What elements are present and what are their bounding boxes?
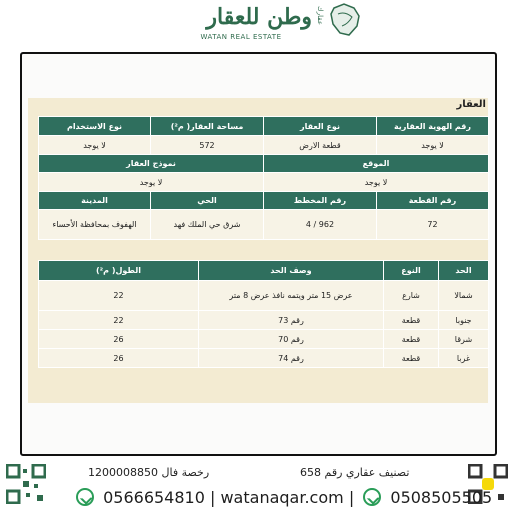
website-link[interactable]: watanaqar.com bbox=[220, 488, 344, 507]
header-cell: رقم القطعة bbox=[377, 192, 489, 210]
header-cell: نموذج العقار bbox=[39, 155, 264, 173]
property-info-table bbox=[38, 116, 489, 240]
footer bbox=[0, 458, 517, 518]
value-cell: رقم 73 bbox=[199, 311, 384, 330]
section-title: العقار bbox=[456, 99, 486, 110]
phone-link[interactable]: 0508505505 bbox=[390, 488, 493, 507]
table-row bbox=[39, 192, 489, 210]
value-cell: 962 / 4 bbox=[264, 210, 377, 240]
phone-link[interactable]: 0566654810 bbox=[103, 488, 205, 507]
table-row bbox=[39, 330, 489, 349]
table-row bbox=[39, 117, 489, 136]
brand-name-ar: وطن للعقار bbox=[206, 4, 312, 30]
value-cell: رقم 70 bbox=[199, 330, 384, 349]
header-cell: رقم المخطط bbox=[264, 192, 377, 210]
header-cell: رقم الهوية العقارية bbox=[377, 117, 489, 136]
license-text: رخصة فال 1200008850 bbox=[88, 466, 210, 479]
value-cell: قطعة الارض bbox=[264, 136, 377, 155]
value-cell: شرقا bbox=[439, 330, 489, 349]
header-cell: نوع الاستخدام bbox=[39, 117, 151, 136]
value-cell: لا يوجد bbox=[377, 136, 489, 155]
value-cell: 22 bbox=[39, 281, 199, 311]
value-cell: شارع bbox=[384, 281, 439, 311]
value-cell: لا يوجد bbox=[39, 173, 264, 192]
header-cell: الموقع bbox=[264, 155, 489, 173]
value-cell: شرق حي الملك فهد bbox=[151, 210, 264, 240]
boundaries-table bbox=[38, 260, 489, 368]
brand-name-en: WATAN REAL ESTATE bbox=[200, 33, 282, 41]
table-row bbox=[39, 311, 489, 330]
value-cell: 72 bbox=[377, 210, 489, 240]
value-cell: قطعة bbox=[384, 330, 439, 349]
value-cell: رقم 74 bbox=[199, 349, 384, 368]
header-cell: مساحة العقار( م²) bbox=[151, 117, 264, 136]
value-cell: جنوبا bbox=[439, 311, 489, 330]
classification-text: تصنيف عقاري رقم 658 bbox=[300, 466, 410, 479]
value-cell: شمالا bbox=[439, 281, 489, 311]
table-row bbox=[39, 281, 489, 311]
header-cell: وصف الحد bbox=[199, 261, 384, 281]
table-row bbox=[39, 136, 489, 155]
value-cell: 26 bbox=[39, 330, 199, 349]
value-cell: 22 bbox=[39, 311, 199, 330]
header-cell: النوع bbox=[384, 261, 439, 281]
header-cell: المدينة bbox=[39, 192, 151, 210]
value-cell: لا يوجد bbox=[39, 136, 151, 155]
value-cell: لا يوجد bbox=[264, 173, 489, 192]
value-cell: عرض 15 متر ويتمه نافذ عرض 8 متر bbox=[199, 281, 384, 311]
value-cell: 572 bbox=[151, 136, 264, 155]
value-cell: الهفوف بمحافظة الأحساء bbox=[39, 210, 151, 240]
table-row bbox=[39, 261, 489, 281]
header-cell: الطول( م²) bbox=[39, 261, 199, 281]
whatsapp-icon bbox=[76, 488, 94, 506]
saudi-map-icon bbox=[328, 2, 362, 38]
value-cell: غربا bbox=[439, 349, 489, 368]
brand-logo bbox=[168, 0, 358, 50]
value-cell: 26 bbox=[39, 349, 199, 368]
contact-line: 0566654810 | watanaqar.com | 0508505505 bbox=[72, 488, 452, 507]
header-cell: الحد bbox=[439, 261, 489, 281]
table-row bbox=[39, 210, 489, 240]
table-row bbox=[39, 173, 489, 192]
brand-side-text: عقارك bbox=[316, 6, 324, 26]
header-cell: الحي bbox=[151, 192, 264, 210]
header-cell: نوع العقار bbox=[264, 117, 377, 136]
value-cell: قطعة bbox=[384, 349, 439, 368]
table-row bbox=[39, 155, 489, 173]
qr-code-icon bbox=[6, 464, 46, 504]
value-cell: قطعة bbox=[384, 311, 439, 330]
table-row bbox=[39, 349, 489, 368]
whatsapp-icon bbox=[363, 488, 381, 506]
